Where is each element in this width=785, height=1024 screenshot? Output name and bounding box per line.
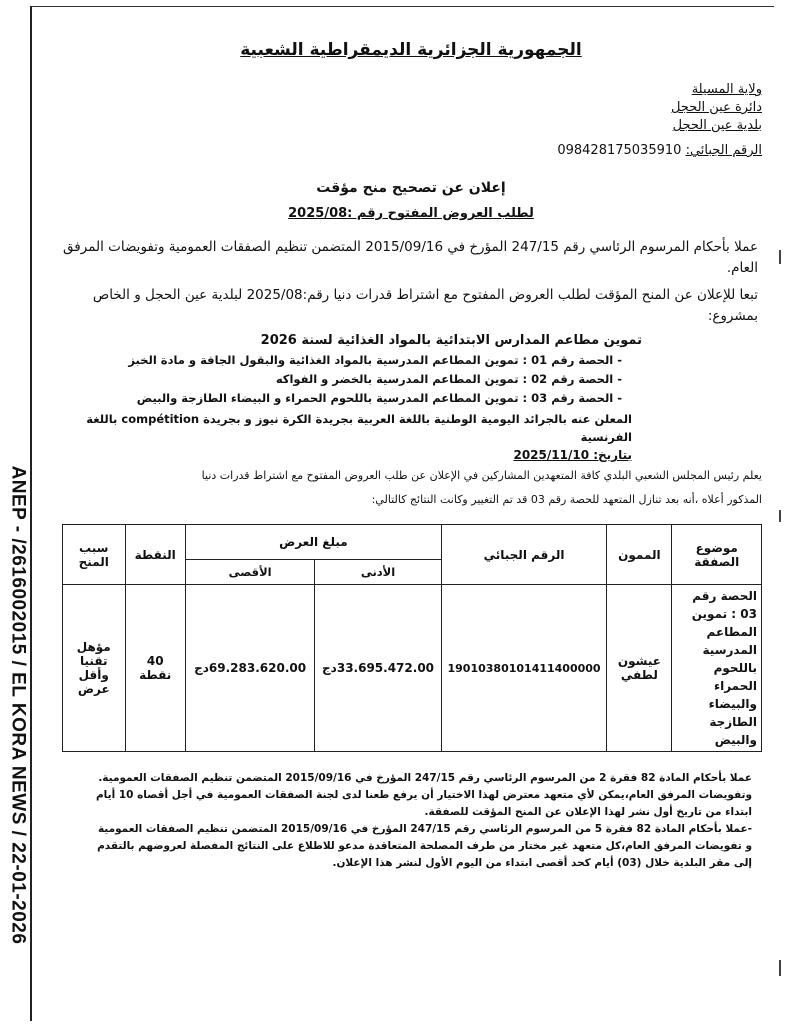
cell-nif: 19010380101411400000 (441, 585, 606, 752)
daira-label: دائرة عين الحجل (670, 100, 762, 115)
tax-id-label: الرقم الجبائي: (685, 143, 762, 158)
results-table (62, 524, 762, 752)
cell-min-amount: 33.695.472.00دج (315, 585, 442, 752)
cell-max-amount: 69.283.620.00دج (185, 585, 314, 752)
tax-id-value: 098428175035910 (557, 143, 682, 158)
cell-supplier: عيشون لطفي (607, 585, 672, 752)
legal-note-3: -عملا بأحكام المادة 82 فقرة 5 من المرسوم الرئاسي رقم 247/15 المؤرخ في 2015/09/16 المتضمن تنظيم الصفقات العمومية و تفويضات المرفق العام،كل متعهد غير مختار من طرف المصلحة المتعاقدة مدعو للاطلاع على النتائج المفصلة لعروضهم بالتقدم إلى مقر البلدية خلال (03) أيام كحد أقصى ابتداء من اليوم الأول لنشر هذا الإعلان. (97, 823, 752, 869)
notice-line-1: يعلم رئيس المجلس الشعبي البلدي كافة المتعهدين المشاركين في الإعلان عن طلب العروض المفتوح مع اشتراط قدرات دنيا (201, 469, 762, 482)
legal-notes (60, 770, 762, 872)
col-supplier-header: الممون (607, 525, 672, 585)
tax-id-line (60, 143, 762, 158)
col-offer-header: مبلغ العرض (185, 525, 441, 560)
publication-date: بتاريخ: 2025/11/10 (513, 448, 632, 462)
legal-note-2: وتفويضات المرفق العام،يمكن لأي متعهد معترض لهذا الاختيار أن يرفع طعنا لدى لجنة الصفقات العمومية في أجل أقصاه 10 أيام ابتداء من تاريخ أول نشر لهذا الإعلان عن المنح المؤقت للصفقة. (95, 789, 752, 818)
col-score-header: النقطة (125, 525, 185, 585)
notice-line-2: المذكور أعلاه ،أنه بعد تنازل المتعهد للحصة رقم 03 قد تم التغيير وكانت النتائج كالتالي: (371, 493, 762, 506)
cell-score: 40 نقطة (125, 585, 185, 752)
context-paragraph: تبعا للإعلان عن المنح المؤقت لطلب العروض المفتوح مع اشتراط قدرات دنيا رقم:2025/08 لبلدية عين الحجل و الخاص بمشروع: (92, 287, 758, 324)
col-subject-header: موضوع الصفقة (672, 525, 762, 585)
lots-list (60, 353, 762, 405)
project-title: تموين مطاعم المدارس الابتدائية بالمواد الغذائية لسنة 2026 (260, 333, 642, 348)
cell-reason: مؤهل تقنيا وأقل عرض (63, 585, 126, 752)
announcement-subtitle: لطلب العروض المفتوح رقم :2025/08 (288, 206, 534, 221)
col-reason-header: سبب المنح (63, 525, 126, 585)
announcement-title: إعلان عن تصحيح منح مؤقت (316, 180, 506, 196)
stamp-text: ANEP - /2616002015 / EL KORA NEWS / 22-01-2026 (7, 465, 28, 945)
table-row (63, 585, 762, 752)
col-max-header: الأقصى (185, 560, 314, 585)
cell-subject: الحصة رقم 03 : تموين المطاعم المدرسية باللحوم الحمراء والبيضاء الطازجة والبيض (672, 585, 762, 752)
publication-note: المعلن عنه بالجرائد اليومية الوطنية باللغة العربية بجريدة الكرة نيوز و بجريدة compétition باللغة الفرنسية (86, 412, 632, 444)
margin-mark (779, 510, 781, 522)
republic-title: الجمهورية الجزائرية الديمقراطية الشعبية (240, 40, 582, 60)
document-body (60, 30, 762, 872)
margin-mark (779, 960, 781, 976)
margin-mark (779, 250, 781, 264)
lot-item: - الحصة رقم 02 : تموين المطاعم المدرسية بالخضر و الفواكه (60, 372, 622, 386)
publication-stamp (2, 440, 32, 970)
legal-basis-paragraph: عملا بأحكام المرسوم الرئاسي رقم 247/15 المؤرخ في 2015/09/16 المتضمن تنظيم الصفقات العمومية وتفويضات المرفق العام. (63, 239, 758, 276)
col-min-header: الأدنى (315, 560, 442, 585)
lot-item: - الحصة رقم 03 : تموين المطاعم المدرسية باللحوم الحمراء و البيضاء الطازجة والبيض (60, 391, 622, 405)
legal-note-1: عملا بأحكام المادة 82 فقرة 2 من المرسوم الرئاسي رقم 247/15 المؤرخ في 2015/09/16 المتضمن تنظيم الصفقات العمومية. (98, 772, 752, 784)
col-nif-header: الرقم الجبائي (441, 525, 606, 585)
wilaya-label: ولاية المسيلة (691, 82, 762, 97)
commune-label: بلدية عين الحجل (672, 118, 762, 133)
lot-item: - الحصة رقم 01 : تموين المطاعم المدرسية بالمواد الغذائية والبقول الجافة و مادة الخبز (60, 353, 622, 367)
